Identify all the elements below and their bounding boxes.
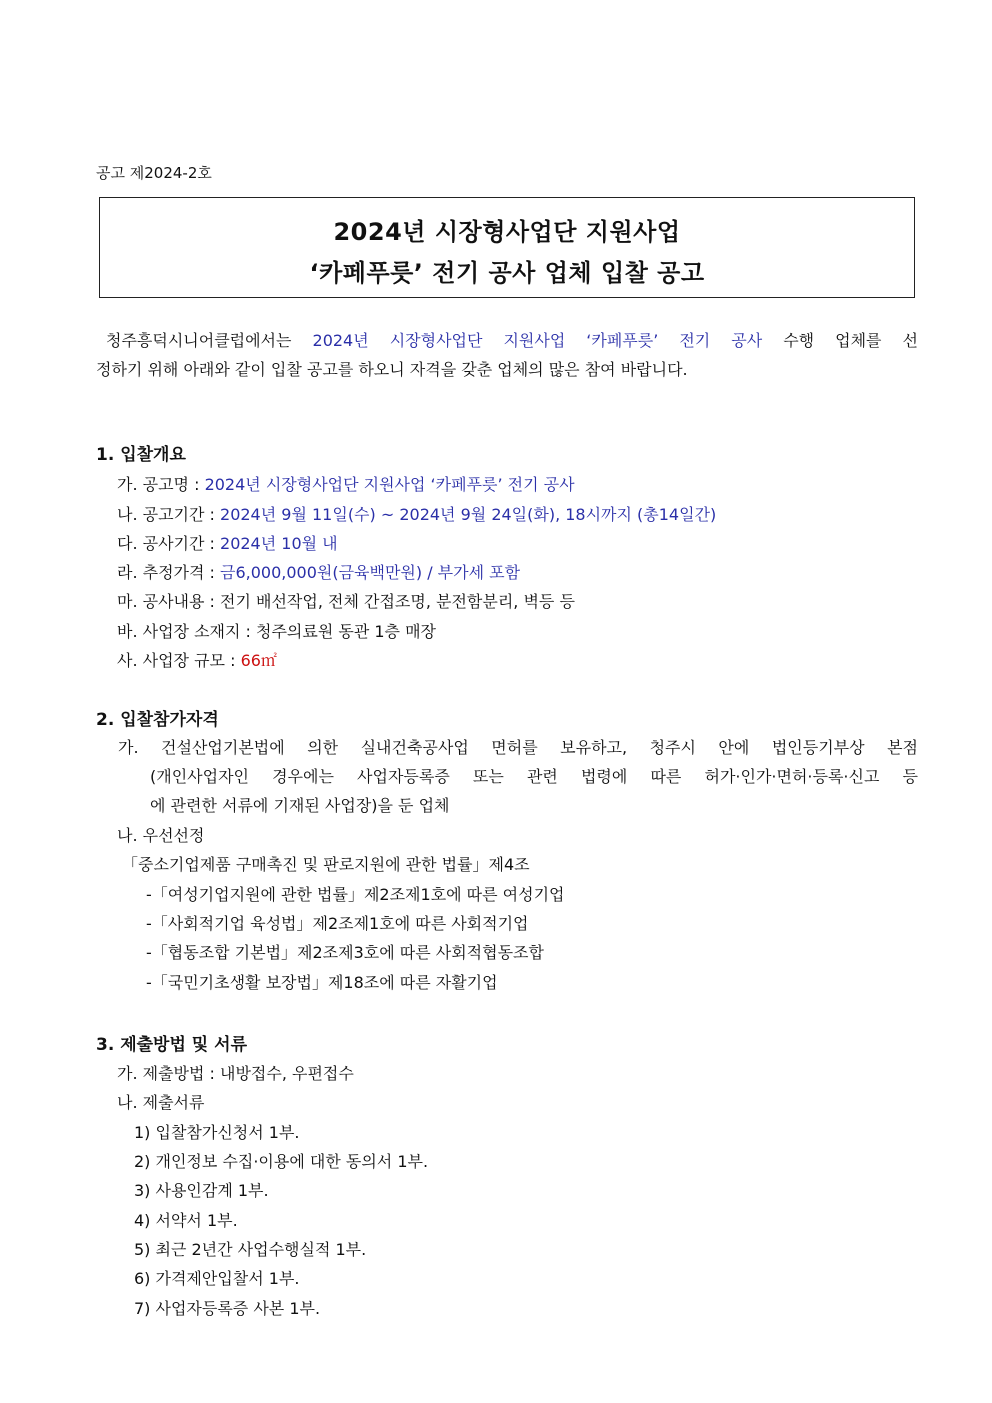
overview-item-title: 가. 공고명 : 2024년 시장형사업단 지원사업 ‘카페푸릇’ 전기 공사 [117, 475, 575, 494]
priority-label: 나. 우선선정 [117, 826, 205, 845]
qualification-line-2: (개인사업자인 경우에는 사업자등록증 또는 관련 법령에 따른 허가·인가·면허·등록·신고 등 [150, 767, 918, 786]
overview-value: 금6,000,000원(금육백만원) / 부가세 포함 [220, 563, 521, 582]
priority-sub-item: -「국민기초생활 보장법」제18조에 따른 자활기업 [146, 973, 498, 992]
submission-doc-item: 4) 서약서 1부. [134, 1211, 238, 1230]
title-line-1: 2024년 시장형사업단 지원사업 [333, 218, 681, 246]
section-1-heading: 1. 입찰개요 [96, 445, 186, 465]
submission-docs-label: 나. 제출서류 [117, 1093, 205, 1112]
submission-doc-item: 5) 최근 2년간 사업수행실적 1부. [134, 1240, 367, 1259]
intro-line-2: 정하기 위해 아래와 같이 입찰 공고를 하오니 자격을 갖춘 업체의 많은 참여 바랍니다. [96, 360, 688, 379]
priority-sub-item: -「여성기업지원에 관한 법률」제2조제1호에 따른 여성기업 [146, 885, 565, 904]
intro-project: 2024년 시장형사업단 지원사업 ‘카페푸릇’ 전기 공사 [312, 331, 763, 350]
overview-item-construction-period: 다. 공사기간 : 2024년 10월 내 [117, 534, 338, 553]
intro-paragraph [96, 326, 918, 384]
submission-doc-item: 1) 입찰참가신청서 1부. [134, 1123, 300, 1142]
submission-method: 가. 제출방법 : 내방접수, 우편접수 [117, 1064, 354, 1083]
overview-item-estimated-price: 라. 추정가격 : 금6,000,000원(금육백만원) / 부가세 포함 [117, 563, 521, 582]
overview-item-scale: 사. 사업장 규모 : 66㎡ [117, 651, 277, 670]
section-2-heading: 2. 입찰참가자격 [96, 710, 219, 730]
document-number: 공고 제2024-2호 [96, 164, 212, 182]
intro-org: 청주흥덕시니어클럽에서는 [106, 331, 292, 350]
priority-sub-item: -「사회적기업 육성법」제2조제1호에 따른 사회적기업 [146, 914, 529, 933]
submission-doc-item: 6) 가격제안입찰서 1부. [134, 1269, 300, 1288]
intro-rest: 수행 업체를 선 [783, 331, 918, 350]
overview-item-work-content: 마. 공사내용 : 전기 배선작업, 전체 간접조명, 분전함분리, 벽등 등 [117, 592, 575, 611]
section-3-heading: 3. 제출방법 및 서류 [96, 1035, 247, 1055]
overview-item-period: 나. 공고기간 : 2024년 9월 11일(수) ~ 2024년 9월 24일(화), 18시까지 (총14일간) [117, 505, 717, 524]
priority-sub-item: -「협동조합 기본법」제2조제3호에 따른 사회적협동조합 [146, 943, 544, 962]
submission-doc-item: 2) 개인정보 수집·이용에 대한 동의서 1부. [134, 1152, 429, 1171]
priority-law: 「중소기업제품 구매촉진 및 판로지원에 관한 법률」제4조 [122, 855, 530, 874]
overview-value: 전기 배선작업, 전체 간접조명, 분전함분리, 벽등 등 [220, 592, 575, 611]
qualification-paragraph [118, 733, 918, 820]
overview-value: 66㎡ [240, 651, 277, 670]
overview-value: 2024년 시장형사업단 지원사업 ‘카페푸릇’ 전기 공사 [204, 475, 575, 494]
overview-value: 2024년 10월 내 [220, 534, 338, 553]
overview-value: 2024년 9월 11일(수) ~ 2024년 9월 24일(화), 18시까지 (총14일간) [220, 505, 717, 524]
title-box [99, 197, 915, 298]
submission-doc-item: 7) 사업자등록증 사본 1부. [134, 1299, 321, 1318]
qualification-line-3: 에 관련한 서류에 기재된 사업장)을 둔 업체 [150, 796, 450, 815]
submission-doc-item: 3) 사용인감계 1부. [134, 1181, 269, 1200]
overview-value: 청주의료원 동관 1층 매장 [256, 622, 437, 641]
overview-item-location: 바. 사업장 소재지 : 청주의료원 동관 1층 매장 [117, 622, 437, 641]
qualification-line-1: 가. 건설산업기본법에 의한 실내건축공사업 면허를 보유하고, 청주시 안에 법인등기부상 본점 [118, 738, 918, 757]
title-line-2: ‘카페푸릇’ 전기 공사 업체 입찰 공고 [309, 259, 705, 287]
